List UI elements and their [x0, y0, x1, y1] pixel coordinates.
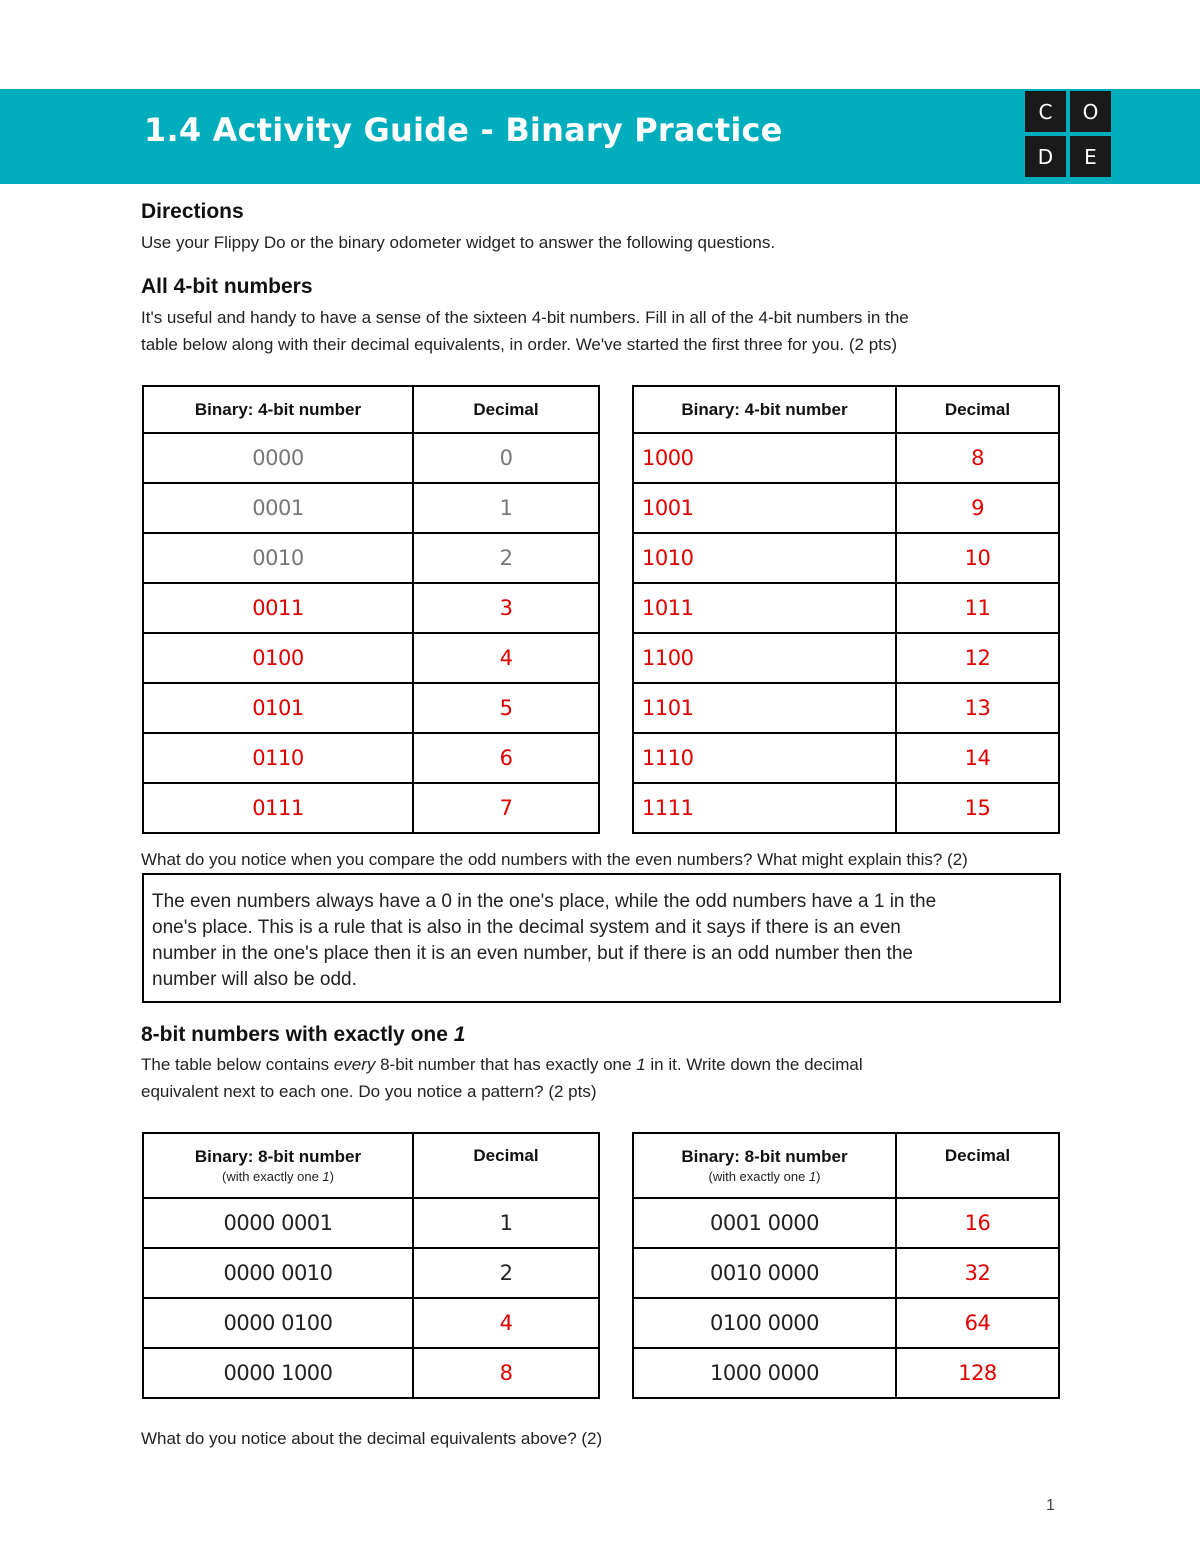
- binary-cell: 0100: [143, 633, 413, 683]
- decimal-cell: 13: [896, 683, 1059, 733]
- answer-line: number will also be odd.: [152, 969, 357, 990]
- decimal-cell: 128: [896, 1348, 1059, 1398]
- column-header-binary: [143, 1133, 413, 1198]
- decimal-cell: 1: [413, 483, 599, 533]
- table-row: [633, 733, 1059, 783]
- page-number: 1: [1046, 1497, 1055, 1514]
- table-row: [143, 583, 599, 633]
- odd-even-question: What do you notice when you compare the odd numbers with the even numbers? What might explain this? (2): [141, 850, 968, 869]
- decimal-cell: 4: [413, 1298, 599, 1348]
- decimal-cell: 16: [896, 1198, 1059, 1248]
- binary-cell: 1000: [633, 433, 896, 483]
- table-row: [143, 433, 599, 483]
- answer-box[interactable]: [142, 873, 1061, 1003]
- decimal-cell: 15: [896, 783, 1059, 833]
- desc-text: in it. Write down the decimal: [645, 1055, 863, 1074]
- sub-text: ): [329, 1169, 334, 1184]
- four-bit-desc-line2: table below along with their decimal equivalents, in order. We've started the first three for you. (2 pts): [141, 335, 898, 354]
- eight-bit-desc-line2: equivalent next to each one. Do you notice a pattern? (2 pts): [141, 1082, 597, 1101]
- table-row: [143, 683, 599, 733]
- table-row: [633, 483, 1059, 533]
- binary-cell: 0111: [143, 783, 413, 833]
- table-row: [143, 633, 599, 683]
- column-header-decimal: Decimal: [896, 386, 1059, 433]
- desc-text: The table below contains: [141, 1055, 334, 1074]
- table-row: [143, 783, 599, 833]
- logo-letter: C: [1025, 91, 1066, 132]
- decimal-cell: 14: [896, 733, 1059, 783]
- table-row: [633, 1248, 1059, 1298]
- four-bit-heading: All 4-bit numbers: [141, 275, 313, 298]
- sub-text: (with exactly one: [221, 1169, 323, 1184]
- decimal-cell: 8: [896, 433, 1059, 483]
- decimal-equivalents-question: What do you notice about the decimal equivalents above? (2): [141, 1429, 603, 1448]
- binary-cell: 0001: [143, 483, 413, 533]
- table-row: [143, 1198, 599, 1248]
- table-row: [143, 483, 599, 533]
- decimal-cell: 9: [896, 483, 1059, 533]
- sub-text: ): [816, 1169, 821, 1184]
- sub-italic: 1: [322, 1169, 330, 1184]
- heading-text: 8-bit numbers with exactly one: [141, 1023, 454, 1046]
- eight-bit-table-left: [142, 1132, 600, 1399]
- four-bit-table-left: [142, 385, 600, 834]
- column-header-decimal: Decimal: [413, 1133, 599, 1198]
- decimal-cell: 1: [413, 1198, 599, 1248]
- table-row: [633, 533, 1059, 583]
- decimal-cell: 10: [896, 533, 1059, 583]
- desc-italic: every: [333, 1055, 376, 1074]
- sub-text: (with exactly one: [708, 1169, 809, 1184]
- eight-bit-table-right: [632, 1132, 1060, 1399]
- column-header-binary: Binary: 4-bit number: [143, 386, 413, 433]
- binary-cell: 0010 0000: [633, 1248, 896, 1298]
- binary-cell: 0101: [143, 683, 413, 733]
- decimal-cell: 11: [896, 583, 1059, 633]
- four-bit-desc-line1: It's useful and handy to have a sense of the sixteen 4-bit numbers. Fill in all of the 4-bit numbers in the: [141, 308, 909, 327]
- answer-line: one's place. This is a rule that is also in the decimal system and it says if there is an even: [152, 917, 901, 938]
- binary-cell: 1111: [633, 783, 896, 833]
- eight-bit-desc-line1: [141, 1051, 863, 1079]
- logo-letter: D: [1025, 136, 1066, 177]
- table-row: [633, 683, 1059, 733]
- answer-line: number in the one's place then it is an even number, but if there is an odd number then the: [152, 943, 913, 964]
- binary-cell: 0000: [143, 433, 413, 483]
- heading-italic: 1: [453, 1023, 466, 1046]
- header-subtext: [634, 1169, 895, 1184]
- decimal-cell: 32: [896, 1248, 1059, 1298]
- decimal-cell: 2: [413, 533, 599, 583]
- table-row: [633, 433, 1059, 483]
- decimal-cell: 4: [413, 633, 599, 683]
- header-banner: [0, 89, 1200, 184]
- table-row: [143, 533, 599, 583]
- binary-cell: 0100 0000: [633, 1298, 896, 1348]
- decimal-cell: 12: [896, 633, 1059, 683]
- binary-cell: 0001 0000: [633, 1198, 896, 1248]
- binary-cell: 0011: [143, 583, 413, 633]
- answer-line: The even numbers always have a 0 in the one's place, while the odd numbers have a 1 in the: [152, 891, 937, 912]
- binary-cell: 0000 1000: [143, 1348, 413, 1398]
- binary-cell: 1100: [633, 633, 896, 683]
- desc-text: 8-bit number that has exactly one: [375, 1055, 637, 1074]
- decimal-cell: 0: [413, 433, 599, 483]
- table-row: [633, 1298, 1059, 1348]
- column-header-decimal: Decimal: [896, 1133, 1059, 1198]
- binary-cell: 1110: [633, 733, 896, 783]
- decimal-cell: 8: [413, 1348, 599, 1398]
- binary-cell: 0000 0001: [143, 1198, 413, 1248]
- table-row: [143, 1248, 599, 1298]
- decimal-cell: 64: [896, 1298, 1059, 1348]
- binary-cell: 1101: [633, 683, 896, 733]
- directions-text: Use your Flippy Do or the binary odometer widget to answer the following questions.: [141, 233, 776, 252]
- table-row: [143, 1298, 599, 1348]
- table-row: [633, 583, 1059, 633]
- decimal-cell: 2: [413, 1248, 599, 1298]
- logo-letter: O: [1070, 91, 1111, 132]
- directions-heading: Directions: [141, 200, 244, 223]
- header-text: Binary: 8-bit number: [194, 1147, 362, 1166]
- four-bit-table-right: [632, 385, 1060, 834]
- table-row: [633, 633, 1059, 683]
- desc-italic: 1: [636, 1055, 646, 1074]
- decimal-cell: 5: [413, 683, 599, 733]
- binary-cell: 1011: [633, 583, 896, 633]
- binary-cell: 1000 0000: [633, 1348, 896, 1398]
- binary-cell: 0010: [143, 533, 413, 583]
- column-header-binary: Binary: 4-bit number: [633, 386, 896, 433]
- eight-bit-heading: [141, 1023, 465, 1047]
- header-text: Binary: 8-bit number: [681, 1147, 848, 1166]
- binary-cell: 0000 0010: [143, 1248, 413, 1298]
- page-title: 1.4 Activity Guide - Binary Practice: [144, 111, 783, 149]
- header-subtext: [144, 1169, 412, 1184]
- decimal-cell: 3: [413, 583, 599, 633]
- binary-cell: 0110: [143, 733, 413, 783]
- sub-italic: 1: [808, 1169, 817, 1184]
- table-row: [633, 1348, 1059, 1398]
- binary-cell: 1001: [633, 483, 896, 533]
- code-logo: [1025, 91, 1111, 177]
- table-row: [633, 1198, 1059, 1248]
- table-row: [633, 783, 1059, 833]
- logo-letter: E: [1070, 136, 1111, 177]
- column-header-binary: [633, 1133, 896, 1198]
- decimal-cell: 6: [413, 733, 599, 783]
- decimal-cell: 7: [413, 783, 599, 833]
- table-row: [143, 733, 599, 783]
- binary-cell: 1010: [633, 533, 896, 583]
- binary-cell: 0000 0100: [143, 1298, 413, 1348]
- column-header-decimal: Decimal: [413, 386, 599, 433]
- table-row: [143, 1348, 599, 1398]
